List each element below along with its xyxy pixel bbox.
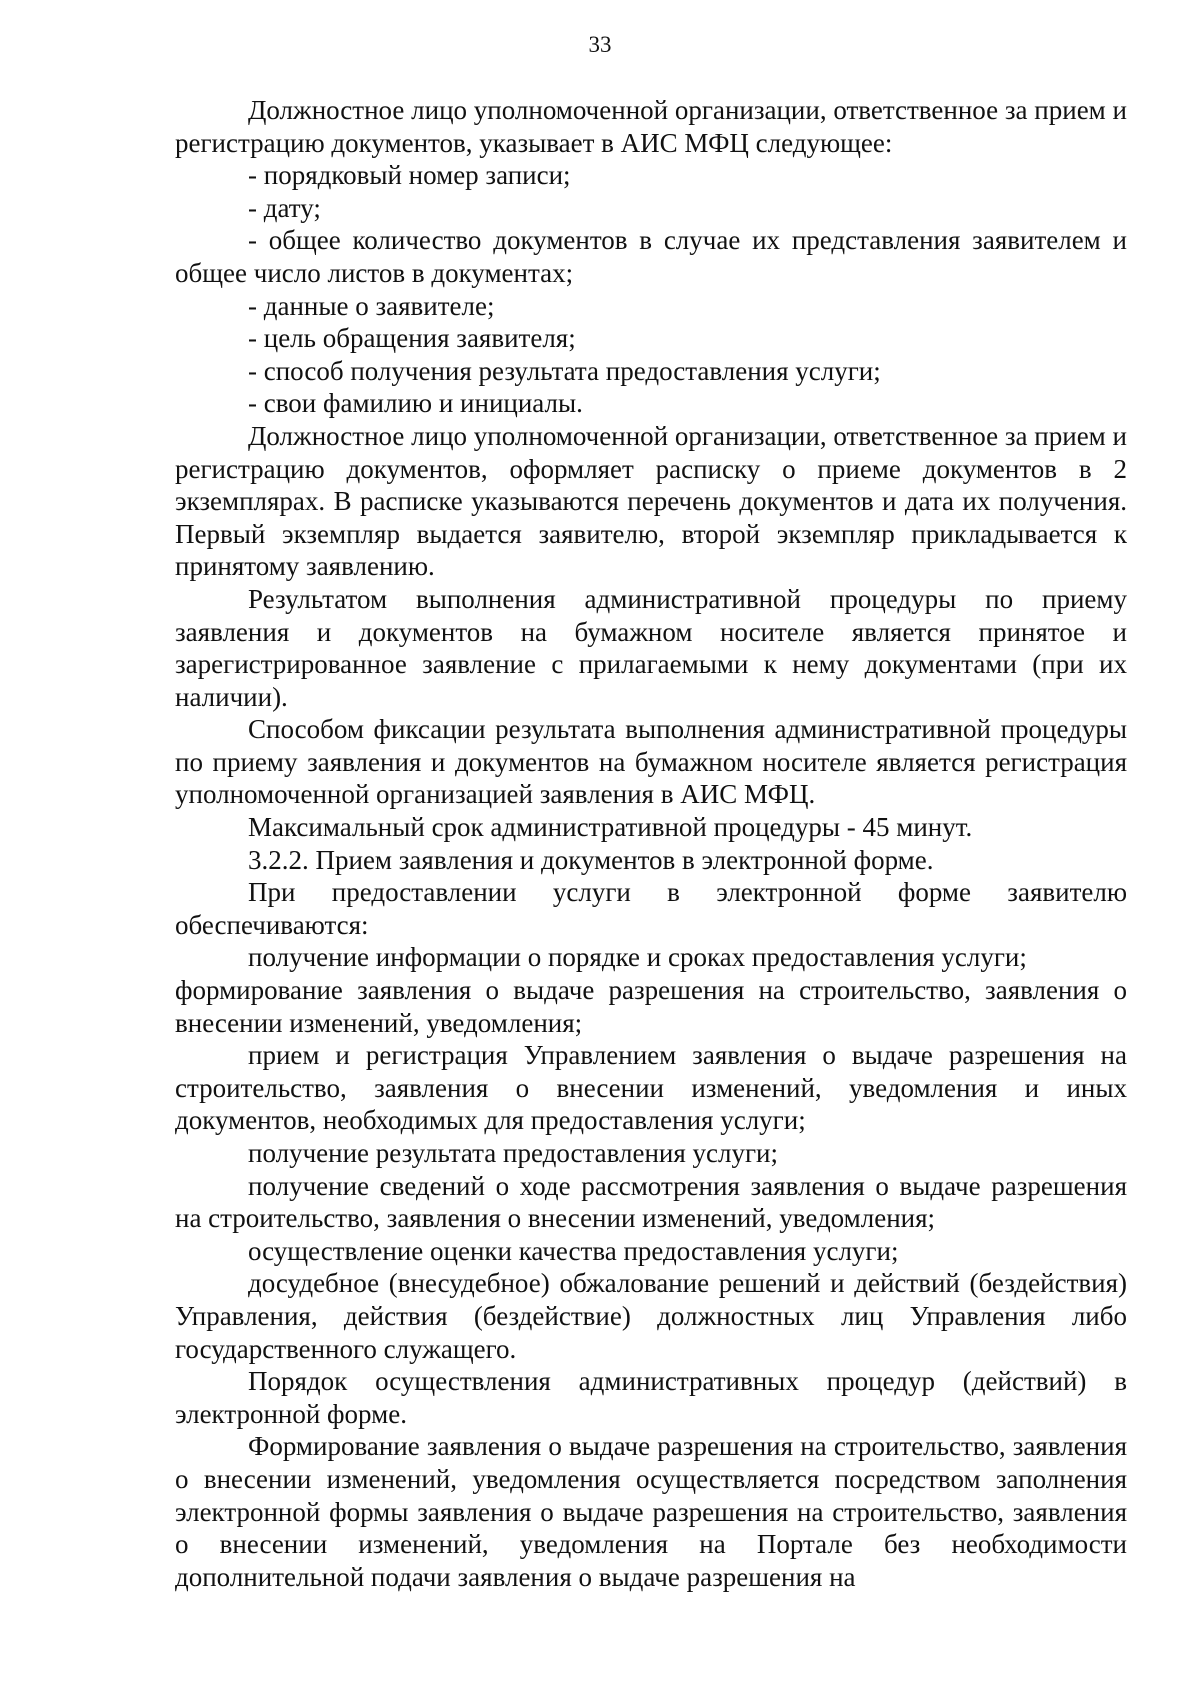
list-item: - данные о заявителе;	[248, 290, 495, 321]
list-item: - порядковый номер записи;	[248, 160, 571, 191]
paragraph: При предоставлении услуги в электронной форме заявителю обеспечиваются:	[175, 877, 1127, 940]
paragraph: Должностное лицо уполномоченной организации, ответственное за прием и регистрацию документов, указывает в АИС МФЦ следующее:	[175, 95, 1127, 158]
list-item: прием и регистрация Управлением заявления о выдаче разрешения на строительство, заявления о внесении изменений, уведомления и иных документов, необходимых для предоставления услуги;	[175, 1040, 1127, 1136]
list-item: получение результата предоставления услуги;	[248, 1138, 779, 1168]
list-item: - цель обращения заявителя;	[248, 323, 576, 354]
list-item: формирование заявления о выдаче разрешения на строительство, заявления о внесении изменений, уведомления;	[175, 975, 1127, 1038]
section-heading: 3.2.2. Прием заявления и документов в электронной форме.	[248, 844, 934, 875]
paragraph: Максимальный срок административной процедуры - 45 минут.	[248, 812, 973, 843]
paragraph: Результатом выполнения административной процедуры по приему заявления и документов на бумажном носителе является принятое и зарегистрированное заявление с прилагаемыми к нему документами (при их наличии).	[175, 583, 1127, 712]
document-body	[175, 94, 1127, 1593]
list-item: получение информации о порядке и сроках предоставления услуги;	[248, 942, 1027, 973]
list-item: получение сведений о ходе рассмотрения заявления о выдаче разрешения на строительство, заявления о внесении изменений, уведомления;	[175, 1170, 1127, 1234]
list-item: - способ получения результата предоставления услуги;	[248, 355, 881, 386]
paragraph: Должностное лицо уполномоченной организации, ответственное за прием и регистрацию документов, оформляет расписку о приеме документов в 2 экземплярах. В расписке указываются перечень документов и дата их получения. Первый экземпляр выдается заявителю, второй экземпляр прикладывается к принятому заявлению.	[175, 420, 1127, 582]
paragraph: Способом фиксации результата выполнения административной процедуры по приему заявления и документов на бумажном носителе является регистрация уполномоченной организацией заявления в АИС МФЦ.	[175, 714, 1127, 810]
paragraph: Порядок осуществления административных процедур (действий) в электронной форме.	[175, 1366, 1127, 1429]
paragraph: Формирование заявления о выдаче разрешения на строительство, заявления о внесении изменений, уведомления осуществляется посредством заполнения электронной формы заявления о выдаче разрешения на строительство, заявления о внесении изменений, уведомления на Портале без необходимости дополнительной подачи заявления о выдаче разрешения на	[175, 1431, 1127, 1592]
list-item: осуществление оценки качества предоставления услуги;	[248, 1235, 899, 1266]
list-item: досудебное (внесудебное) обжалование решений и действий (бездействия) Управления, действия (бездействие) должностных лиц Управления либо государственного служащего.	[175, 1268, 1127, 1364]
list-item: - свои фамилию и инициалы.	[248, 388, 583, 419]
list-item: - дату;	[248, 192, 321, 223]
page-number: 33	[588, 32, 612, 57]
list-item: - общее количество документов в случае их представления заявителем и общее число листов в документах;	[175, 225, 1127, 288]
